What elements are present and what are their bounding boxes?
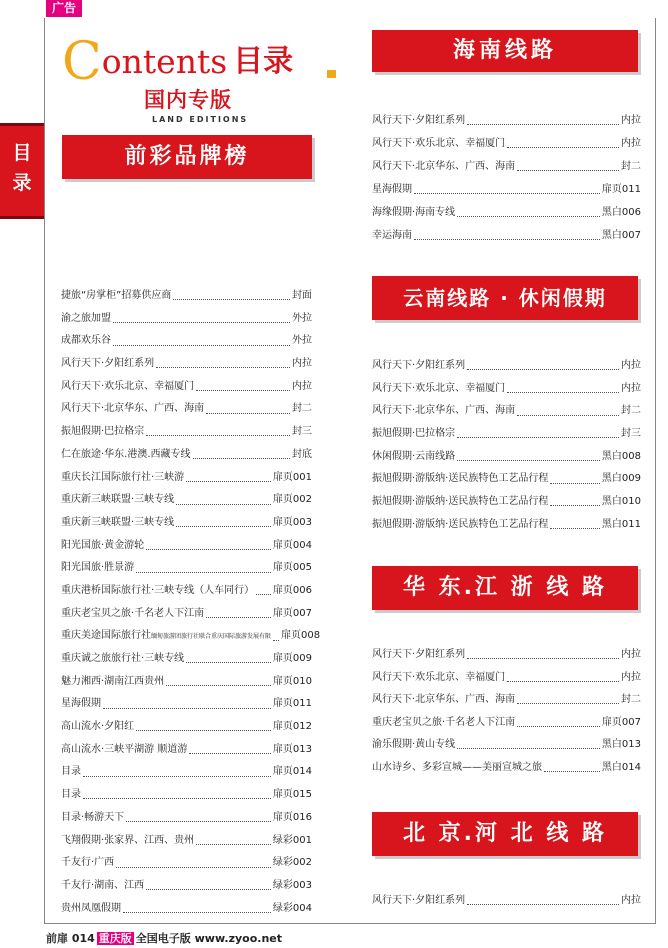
side-tab-char-2: 录 <box>12 172 32 194</box>
toc-row <box>61 330 312 353</box>
toc-leader-dots <box>467 657 619 659</box>
toc-page: 封面 <box>292 290 312 301</box>
toc-page: 黑白011 <box>601 518 641 530</box>
toc-title: 重庆诚之旅旅行社·三峡专线 <box>61 653 185 664</box>
toc-page: 扉页003 <box>272 516 312 528</box>
toc-page: 黑白013 <box>601 739 641 750</box>
toc-page: 内拉 <box>621 895 641 906</box>
toc-leader-dots <box>186 480 271 482</box>
footer-site-text: 全国电子版 www.zyoo.net <box>135 932 283 945</box>
toc-title: 重庆美途国际旅行社 <box>61 630 151 642</box>
toc-row <box>61 807 312 830</box>
toc-title: 振旭假期·巴拉格宗 <box>372 428 456 440</box>
toc-row <box>372 423 641 446</box>
toc-page: 内拉 <box>621 671 641 683</box>
toc-row <box>372 109 641 132</box>
brand-dot <box>327 70 336 78</box>
toc-page: 扉页013 <box>272 743 312 755</box>
toc-leader-dots <box>544 770 600 772</box>
toc-leader-dots <box>166 684 271 686</box>
toc-leader-dots <box>507 146 619 148</box>
toc-title: 风行天下·欢乐北京、幸福厦门 <box>372 382 506 394</box>
toc-title: 目录 <box>61 766 81 778</box>
toc-page: 扉页005 <box>272 562 312 574</box>
toc-leader-dots <box>457 215 600 217</box>
toc-page: 封二 <box>292 403 312 415</box>
toc-leader-dots <box>256 593 271 595</box>
toc-title: 风行天下·夕阳红系列 <box>372 895 466 906</box>
toc-title: 风行天下·欢乐北京、幸福厦门 <box>372 138 506 149</box>
toc-row <box>372 491 641 514</box>
toc-row <box>61 898 312 921</box>
brand-initial: C <box>62 32 102 92</box>
brand-title-cn: 目录 <box>233 44 294 79</box>
toc-page: 扉页011 <box>272 698 312 710</box>
toc-page: 扉页009 <box>272 653 312 664</box>
toc-page: 封二 <box>621 405 641 417</box>
toc-page: 扉页002 <box>272 494 312 506</box>
toc-leader-dots <box>414 192 600 194</box>
toc-leader-dots <box>507 391 619 393</box>
footer <box>46 930 282 946</box>
toc-page: 扉页001 <box>272 471 312 483</box>
toc-page: 封二 <box>621 694 641 705</box>
toc-leader-dots <box>103 707 271 709</box>
toc-page: 黑白007 <box>601 230 641 241</box>
toc-leader-dots <box>173 298 290 300</box>
toc-title: 重庆新三峡联盟·三峡专线 <box>61 494 175 506</box>
edition-title: 国内专版 <box>144 87 232 112</box>
toc-leader-dots <box>176 525 271 527</box>
toc-page: 绿彩001 <box>272 834 312 846</box>
toc-leader-dots <box>113 321 290 323</box>
toc-title: 千友行·湖南、江西 <box>61 879 145 891</box>
toc-row <box>372 378 641 401</box>
toc-page: 外拉 <box>292 335 312 347</box>
toc-page: 内拉 <box>621 138 641 149</box>
toc-leader-dots <box>517 725 600 727</box>
toc-leader-dots <box>146 548 271 550</box>
toc-row <box>61 875 312 898</box>
toc-title: 振旭假期·游版纳·送民族特色工艺品行程 <box>372 518 549 530</box>
toc-row <box>61 830 312 853</box>
toc-leader-dots <box>136 729 271 731</box>
toc-row <box>372 689 641 712</box>
ad-tag: 广告 <box>46 0 82 17</box>
toc-page: 封三 <box>292 426 312 438</box>
toc-page: 绿彩002 <box>272 857 312 869</box>
toc-row <box>372 155 641 178</box>
toc-row <box>61 535 312 558</box>
toc-title: 重庆老宝贝之旅·千名老人下江南 <box>61 607 205 619</box>
toc-title: 渝乐假期·黄山专线 <box>372 739 456 750</box>
toc-page: 扉页004 <box>272 539 312 551</box>
toc-title: 重庆老宝贝之旅·千名老人下江南 <box>372 716 516 728</box>
toc-title: 风行天下·夕阳红系列 <box>372 649 466 660</box>
toc-title: 风行天下·北京华东、广西、海南 <box>61 403 205 415</box>
toc-leader-dots <box>507 680 619 682</box>
toc-leader-dots <box>206 412 290 414</box>
huadong-header: 华 东.江 浙 线 路 <box>372 566 638 610</box>
footer-page-label: 前扉 014 <box>46 932 95 945</box>
toc-row <box>61 784 312 807</box>
toc-row <box>61 648 312 671</box>
toc-page: 黑白010 <box>601 496 641 508</box>
edition-subtitle: LAND EDITIONS <box>152 115 249 124</box>
toc-page: 绿彩004 <box>272 902 312 914</box>
toc-leader-dots <box>457 436 619 438</box>
toc-title: 成都欢乐谷 <box>61 335 111 347</box>
toc-page: 内拉 <box>621 649 641 660</box>
toc-title: 振旭假期·游版纳·送民族特色工艺品行程 <box>372 473 549 485</box>
toc-leader-dots <box>414 238 600 240</box>
toc-leader-dots <box>467 123 619 125</box>
toc-row <box>61 557 312 580</box>
toc-title: 风行天下·夕阳红系列 <box>372 115 466 126</box>
toc-title: 风行天下·北京华东、广西、海南 <box>372 161 516 172</box>
toc-page: 外拉 <box>292 312 312 324</box>
toc-page: 内拉 <box>292 380 312 392</box>
toc-title: 风行天下·北京华东、广西、海南 <box>372 694 516 705</box>
toc-leader-dots <box>517 169 619 171</box>
toc-title: 阳光国旅·胜景游 <box>61 562 135 574</box>
toc-row <box>372 890 641 912</box>
yunnan-list <box>372 355 641 537</box>
footer-edition-badge: 重庆版 <box>98 932 132 945</box>
toc-row <box>61 421 312 444</box>
toc-page: 扉页014 <box>272 766 312 778</box>
toc-leader-dots <box>206 616 271 618</box>
toc-title: 风行天下·夕阳红系列 <box>61 358 155 370</box>
toc-subtitle: 缅甸旅游团旅行社联合重庆国际旅游发展有限 <box>151 633 272 641</box>
toc-page: 内拉 <box>621 382 641 394</box>
toc-title: 风行天下·欢乐北京、幸福厦门 <box>372 671 506 683</box>
toc-title: 贵州凤凰假期 <box>61 902 121 914</box>
toc-page: 扉页006 <box>272 584 312 596</box>
toc-leader-dots <box>186 661 271 663</box>
toc-leader-dots <box>550 482 600 484</box>
brand-word: ontents <box>101 42 228 81</box>
toc-title: 风行天下·北京华东、广西、海南 <box>372 405 516 417</box>
toc-page: 封三 <box>621 428 641 440</box>
toc-leader-dots <box>83 797 271 799</box>
toc-leader-dots <box>156 366 290 368</box>
toc-page: 黑白009 <box>601 473 641 485</box>
toc-leader-dots <box>146 434 290 436</box>
toc-leader-dots <box>457 459 600 461</box>
toc-title: 重庆长江国际旅行社·三峡游 <box>61 471 185 483</box>
toc-row <box>372 355 641 378</box>
toc-row <box>372 468 641 491</box>
huadong-list <box>372 644 641 779</box>
toc-title: 目录 <box>61 789 81 801</box>
toc-title: 海缘假期·海南专线 <box>372 207 456 218</box>
toc-leader-dots <box>457 747 600 749</box>
toc-title: 目录·畅游天下 <box>61 811 125 823</box>
toc-title: 魅力湘西·湖南江西贵州 <box>61 675 165 687</box>
toc-leader-dots <box>176 503 271 505</box>
toc-row <box>61 603 312 626</box>
toc-row <box>372 201 641 224</box>
toc-row <box>61 716 312 739</box>
toc-row <box>372 132 641 155</box>
toc-row <box>372 667 641 690</box>
toc-page: 封底 <box>292 448 312 460</box>
toc-row <box>372 400 641 423</box>
toc-page: 扉页007 <box>601 716 641 728</box>
toc-title: 飞翔假期·张家界、江西、贵州 <box>61 834 195 846</box>
toc-leader-dots <box>189 752 271 754</box>
toc-page: 黑白008 <box>601 450 641 462</box>
toc-leader-dots <box>146 888 271 890</box>
side-tab-char-1: 目 <box>12 142 32 164</box>
toc-title: 风行天下·欢乐北京、幸福厦门 <box>61 380 195 392</box>
toc-page: 扉页016 <box>272 811 312 823</box>
toc-title: 山水诗乡、多彩宣城——美丽宣城之旅 <box>372 761 542 773</box>
toc-row <box>372 446 641 469</box>
toc-title: 高山流水·夕阳红 <box>61 721 135 733</box>
side-tab <box>0 123 44 219</box>
toc-page: 扉页008 <box>281 630 321 642</box>
toc-row <box>372 712 641 735</box>
toc-page: 内拉 <box>292 358 312 370</box>
toc-row <box>61 489 312 512</box>
toc-leader-dots <box>123 911 271 913</box>
toc-title: 重庆港桥国际旅行社·三峡专线（人车同行） <box>61 584 255 596</box>
brand-ranking-header: 前彩品牌榜 <box>62 135 312 179</box>
toc-title: 幸运海南 <box>372 230 412 241</box>
beijing-list <box>372 890 641 912</box>
toc-title: 振旭假期·游版纳·送民族特色工艺品行程 <box>372 496 549 508</box>
toc-row <box>61 580 312 603</box>
toc-row <box>61 467 312 490</box>
toc-row <box>372 224 641 247</box>
toc-row <box>61 308 312 331</box>
toc-leader-dots <box>467 903 619 905</box>
toc-title: 重庆新三峡联盟·三峡专线 <box>61 516 175 528</box>
toc-leader-dots <box>83 775 271 777</box>
toc-row <box>372 757 641 780</box>
hainan-header: 海南线路 <box>372 30 638 72</box>
toc-leader-dots <box>467 368 619 370</box>
toc-title: 仁在旅途·华东.港澳.西藏专线 <box>61 448 191 460</box>
toc-title: 捷旅“房掌柜”招募供应商 <box>61 290 172 301</box>
toc-leader-dots <box>550 527 600 529</box>
toc-leader-dots <box>116 866 271 868</box>
toc-title: 渝之旅加盟 <box>61 312 111 324</box>
toc-leader-dots <box>273 639 279 641</box>
beijing-header: 北 京.河 北 线 路 <box>372 812 638 856</box>
toc-leader-dots <box>550 504 600 506</box>
toc-row <box>61 285 312 308</box>
toc-title: 休闲假期·云南线路 <box>372 450 456 462</box>
toc-row <box>61 671 312 694</box>
toc-leader-dots <box>196 389 290 391</box>
toc-row <box>372 178 641 201</box>
toc-page: 黑白006 <box>601 207 641 218</box>
toc-leader-dots <box>136 571 271 573</box>
toc-leader-dots <box>113 344 290 346</box>
toc-page: 封二 <box>621 161 641 172</box>
toc-title: 千友行·广西 <box>61 857 115 869</box>
toc-page: 扉页007 <box>272 607 312 619</box>
yunnan-header: 云南线路 · 休闲假期 <box>372 276 638 320</box>
toc-page: 扉页015 <box>272 789 312 801</box>
toc-leader-dots <box>517 414 619 416</box>
toc-row <box>372 514 641 537</box>
toc-leader-dots <box>126 820 271 822</box>
toc-page: 扉页010 <box>272 675 312 687</box>
toc-row <box>61 353 312 376</box>
toc-row <box>61 512 312 535</box>
toc-title: 风行天下·夕阳红系列 <box>372 360 466 371</box>
hainan-list <box>372 109 641 247</box>
toc-page: 内拉 <box>621 360 641 371</box>
brand-title <box>62 32 293 92</box>
toc-row <box>61 739 312 762</box>
toc-page: 绿彩003 <box>272 879 312 891</box>
toc-leader-dots <box>517 702 619 704</box>
toc-row <box>61 444 312 467</box>
toc-title: 振旭假期·巴拉格宗 <box>61 426 145 438</box>
toc-row <box>61 376 312 399</box>
toc-leader-dots <box>193 457 290 459</box>
toc-title: 高山流水·三峡平湖游 顺道游 <box>61 743 188 755</box>
toc-page: 扉页012 <box>272 721 312 733</box>
brand-ranking-list <box>61 285 321 920</box>
toc-title: 星海假期 <box>61 698 101 710</box>
toc-page: 内拉 <box>621 115 641 126</box>
toc-title: 星海假期 <box>372 184 412 195</box>
toc-row <box>61 761 312 784</box>
toc-page: 扉页011 <box>601 184 641 195</box>
toc-row <box>61 398 312 421</box>
toc-page: 黑白014 <box>601 761 641 773</box>
toc-title: 阳光国旅·黄金游轮 <box>61 539 145 551</box>
toc-leader-dots <box>196 843 271 845</box>
toc-row <box>372 644 641 667</box>
toc-row <box>61 693 312 716</box>
toc-row <box>372 734 641 757</box>
toc-row <box>61 625 321 648</box>
toc-row <box>61 852 312 875</box>
